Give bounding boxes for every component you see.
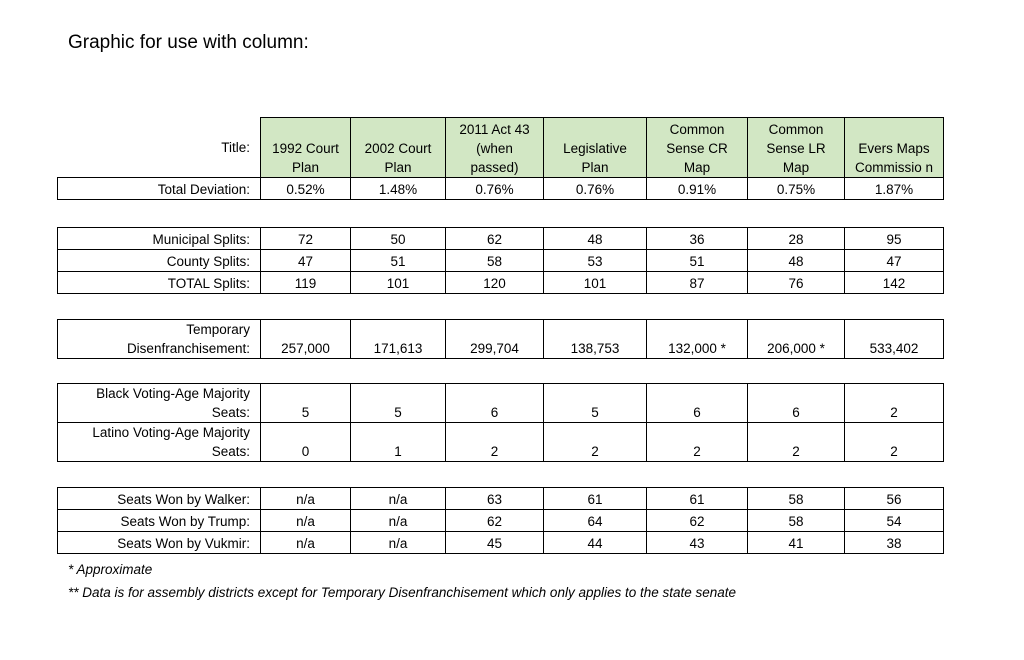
cell: 6 bbox=[446, 384, 544, 423]
row-label: TOTAL Splits: bbox=[58, 272, 261, 294]
table-row bbox=[58, 320, 944, 359]
table-row bbox=[58, 532, 944, 554]
cell: 132,000 * bbox=[647, 320, 748, 359]
cell: n/a bbox=[261, 510, 351, 532]
cell: 5 bbox=[544, 384, 647, 423]
row-label: Seats Won by Vukmir: bbox=[58, 532, 261, 554]
cell: 0.91% bbox=[647, 178, 748, 200]
cell: 53 bbox=[544, 250, 647, 272]
cell: 171,613 bbox=[351, 320, 446, 359]
cell: 95 bbox=[845, 228, 944, 250]
cell: 87 bbox=[647, 272, 748, 294]
table-row bbox=[58, 423, 944, 462]
cell: 63 bbox=[446, 488, 544, 510]
row-label: Latino Voting-Age Majority Seats: bbox=[58, 423, 261, 462]
table-row bbox=[58, 488, 944, 510]
column-header: Common Sense CR Map bbox=[647, 118, 748, 178]
row-label: Seats Won by Trump: bbox=[58, 510, 261, 532]
splits-table bbox=[57, 227, 944, 294]
column-header: Common Sense LR Map bbox=[748, 118, 845, 178]
table-row bbox=[58, 384, 944, 423]
cell: 142 bbox=[845, 272, 944, 294]
table-row bbox=[58, 510, 944, 532]
cell: 0.76% bbox=[446, 178, 544, 200]
cell: 50 bbox=[351, 228, 446, 250]
cell: 5 bbox=[261, 384, 351, 423]
row-label: Seats Won by Walker: bbox=[58, 488, 261, 510]
cell: 58 bbox=[446, 250, 544, 272]
cell: 1.87% bbox=[845, 178, 944, 200]
cell: 138,753 bbox=[544, 320, 647, 359]
cell: 2 bbox=[647, 423, 748, 462]
cell: 2 bbox=[544, 423, 647, 462]
column-header: 2002 Court Plan bbox=[351, 118, 446, 178]
cell: 38 bbox=[845, 532, 944, 554]
cell: 2 bbox=[845, 423, 944, 462]
cell: n/a bbox=[261, 532, 351, 554]
cell: 0 bbox=[261, 423, 351, 462]
cell: 62 bbox=[446, 228, 544, 250]
cell: 76 bbox=[748, 272, 845, 294]
cell: 101 bbox=[544, 272, 647, 294]
cell: 61 bbox=[647, 488, 748, 510]
cell: 101 bbox=[351, 272, 446, 294]
cell: 119 bbox=[261, 272, 351, 294]
majority-seats-table bbox=[57, 383, 944, 462]
cell: 28 bbox=[748, 228, 845, 250]
cell: 58 bbox=[748, 488, 845, 510]
cell: 533,402 bbox=[845, 320, 944, 359]
cell: 2 bbox=[845, 384, 944, 423]
header-table bbox=[57, 117, 944, 200]
cell: n/a bbox=[351, 532, 446, 554]
footnote-approximate: * Approximate bbox=[68, 562, 153, 577]
cell: 2 bbox=[748, 423, 845, 462]
cell: 72 bbox=[261, 228, 351, 250]
cell: 36 bbox=[647, 228, 748, 250]
cell: 47 bbox=[261, 250, 351, 272]
column-header: Legislative Plan bbox=[544, 118, 647, 178]
cell: 0.76% bbox=[544, 178, 647, 200]
table-row bbox=[58, 272, 944, 294]
cell: 48 bbox=[544, 228, 647, 250]
row-label: Municipal Splits: bbox=[58, 228, 261, 250]
table-row bbox=[58, 228, 944, 250]
table-row bbox=[58, 250, 944, 272]
cell: 61 bbox=[544, 488, 647, 510]
cell: n/a bbox=[351, 488, 446, 510]
cell: n/a bbox=[261, 488, 351, 510]
cell: 1 bbox=[351, 423, 446, 462]
column-header: Evers Maps Commissio n bbox=[845, 118, 944, 178]
disenfranchisement-table bbox=[57, 319, 944, 359]
row-label: Black Voting-Age Majority Seats: bbox=[58, 384, 261, 423]
cell: 56 bbox=[845, 488, 944, 510]
row-label: Total Deviation: bbox=[58, 178, 261, 200]
cell: 120 bbox=[446, 272, 544, 294]
header-label: Title: bbox=[221, 139, 250, 155]
cell: 51 bbox=[351, 250, 446, 272]
row-label: Temporary Disenfranchisement: bbox=[58, 320, 261, 359]
cell: 41 bbox=[748, 532, 845, 554]
cell: 6 bbox=[647, 384, 748, 423]
table-row bbox=[58, 178, 944, 200]
cell: 62 bbox=[446, 510, 544, 532]
cell: 0.75% bbox=[748, 178, 845, 200]
cell: 58 bbox=[748, 510, 845, 532]
cell: 299,704 bbox=[446, 320, 544, 359]
cell: 206,000 * bbox=[748, 320, 845, 359]
column-header: 2011 Act 43 (when passed) bbox=[446, 118, 544, 178]
cell: 43 bbox=[647, 532, 748, 554]
cell: 62 bbox=[647, 510, 748, 532]
cell: 0.52% bbox=[261, 178, 351, 200]
cell: 257,000 bbox=[261, 320, 351, 359]
cell: 6 bbox=[748, 384, 845, 423]
cell: 48 bbox=[748, 250, 845, 272]
cell: 2 bbox=[446, 423, 544, 462]
cell: n/a bbox=[351, 510, 446, 532]
page-title: Graphic for use with column: bbox=[68, 32, 309, 53]
cell: 5 bbox=[351, 384, 446, 423]
cell: 51 bbox=[647, 250, 748, 272]
footnote-assembly-districts: ** Data is for assembly districts except for Temporary Disenfranchisement which only applies to the state senate bbox=[68, 585, 737, 600]
seats-won-table bbox=[57, 487, 944, 554]
cell: 47 bbox=[845, 250, 944, 272]
cell: 64 bbox=[544, 510, 647, 532]
cell: 54 bbox=[845, 510, 944, 532]
column-header: 1992 Court Plan bbox=[261, 118, 351, 178]
cell: 44 bbox=[544, 532, 647, 554]
row-label: County Splits: bbox=[58, 250, 261, 272]
cell: 1.48% bbox=[351, 178, 446, 200]
cell: 45 bbox=[446, 532, 544, 554]
